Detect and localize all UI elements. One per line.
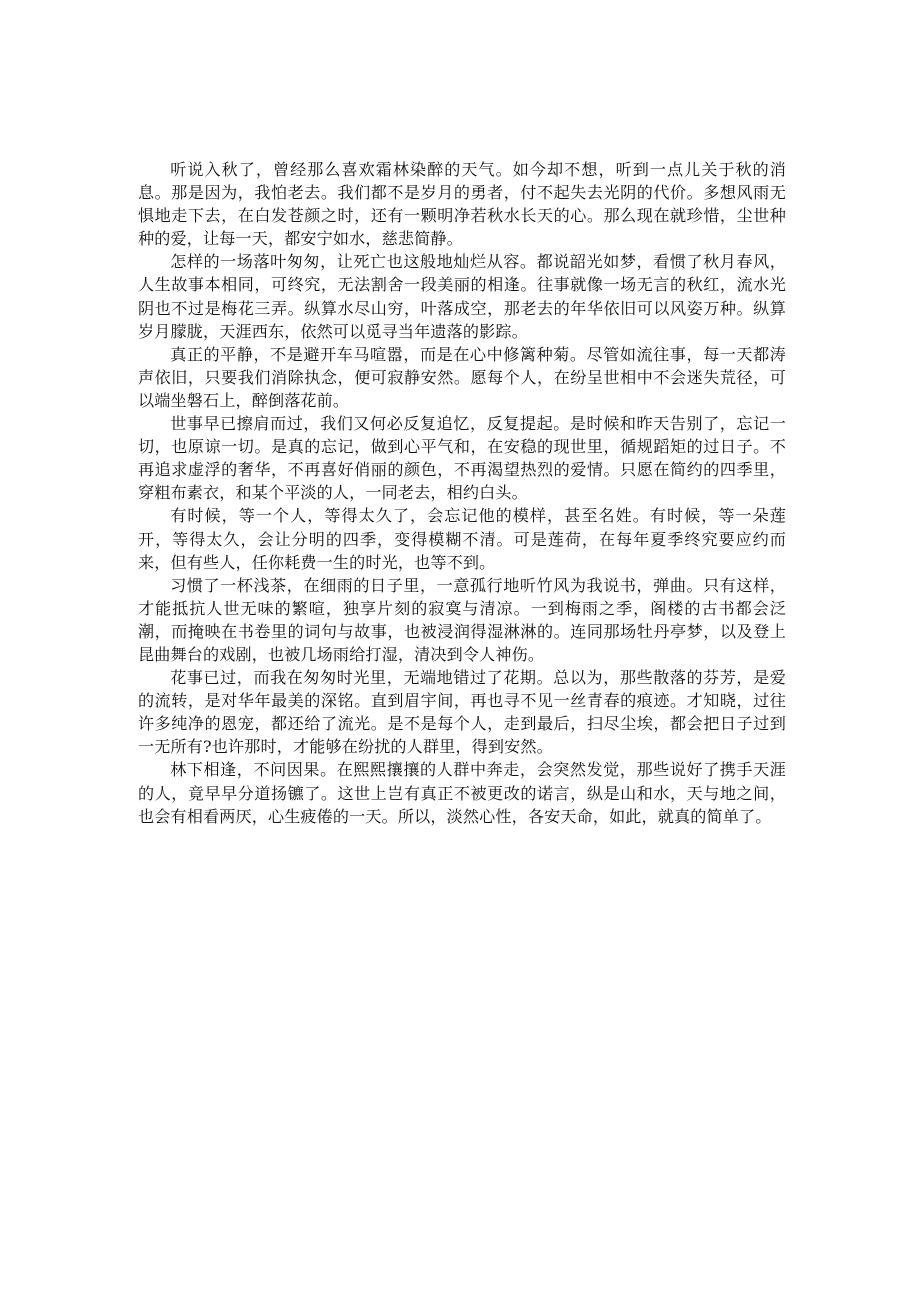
paragraph-1: 听说入秋了，曾经那么喜欢霜林染醉的天气。如今却不想，听到一点儿关于秋的消息。那是因为，我怕老去。我们都不是岁月的勇者，付不起失去光阴的代价。多想风雨无惧地走下去，在白发苍颜之时，还有一颗明净若秋水长天的心。那么现在就珍惜，尘世种种的爱，让每一天，都安宁如水，慈悲简静。	[138, 160, 786, 249]
paragraph-6: 习惯了一杯浅茶，在细雨的日子里，一意孤行地听竹风为我说书，弹曲。只有这样，才能抵抗人世无味的繁喧，独享片刻的寂寞与清凉。一到梅雨之季，阁楼的古书都会泛潮，而掩映在书卷里的词句与故事，也被浸润得湿淋淋的。连同那场牡丹亭梦，以及登上昆曲舞台的戏剧，也被几场雨给打湿，清决到令人神伤。	[138, 575, 786, 664]
paragraph-3: 真正的平静，不是避开车马喧嚣，而是在心中修篱种菊。尽管如流往事，每一天都涛声依旧，只要我们消除执念，便可寂静安然。愿每个人，在纷呈世相中不会迷失荒径，可以端坐磐石上，醉倒落花前。	[138, 344, 786, 410]
paragraph-2: 怎样的一场落叶匆匆，让死亡也这般地灿烂从容。都说韶光如梦，看惯了秋月春风，人生故事本相同，可终究，无法割舍一段美丽的相逢。往事就像一场无言的秋红，流水光阴也不过是梅花三弄。纵算水尽山穷，叶落成空，那老去的年华依旧可以风姿万种。纵算岁月朦胧，天涯西东，依然可以觅寻当年遗落的影踪。	[138, 252, 786, 341]
paragraph-7: 花事已过，而我在匆匆时光里，无端地错过了花期。总以为，那些散落的芬芳，是爱的流转，是对华年最美的深铭。直到眉宇间，再也寻不见一丝青春的痕迹。才知晓，过往许多纯净的恩宠，都还给了流光。是不是每个人，走到最后，扫尽尘埃，都会把日子过到一无所有?也许那时，才能够在纷扰的人群里，得到安然。	[138, 668, 786, 757]
paragraph-4: 世事早已擦肩而过，我们又何必反复追忆，反复提起。是时候和昨天告别了，忘记一切，也原谅一切。是真的忘记，做到心平气和，在安稳的现世里，循规蹈矩的过日子。不再追求虚浮的奢华，不再喜好俏丽的颜色，不再渴望热烈的爱情。只愿在简约的四季里，穿粗布素衣，和某个平淡的人，一同老去，相约白头。	[138, 414, 786, 503]
essay-body	[138, 158, 786, 828]
paragraph-8: 林下相逢，不问因果。在熙熙攘攘的人群中奔走，会突然发觉，那些说好了携手天涯的人，竟早早分道扬镳了。这世上岂有真正不被更改的诺言，纵是山和水，天与地之间，也会有相看两厌，心生疲倦的一天。所以，淡然心性，各安天命，如此，就真的简单了。	[138, 760, 786, 826]
paragraph-5: 有时候，等一个人，等得太久了，会忘记他的模样，甚至名姓。有时候，等一朵莲开，等得太久，会让分明的四季，变得模糊不清。可是莲荷，在每年夏季终究要应约而来，但有些人，任你耗费一生的时光，也等不到。	[138, 506, 786, 572]
